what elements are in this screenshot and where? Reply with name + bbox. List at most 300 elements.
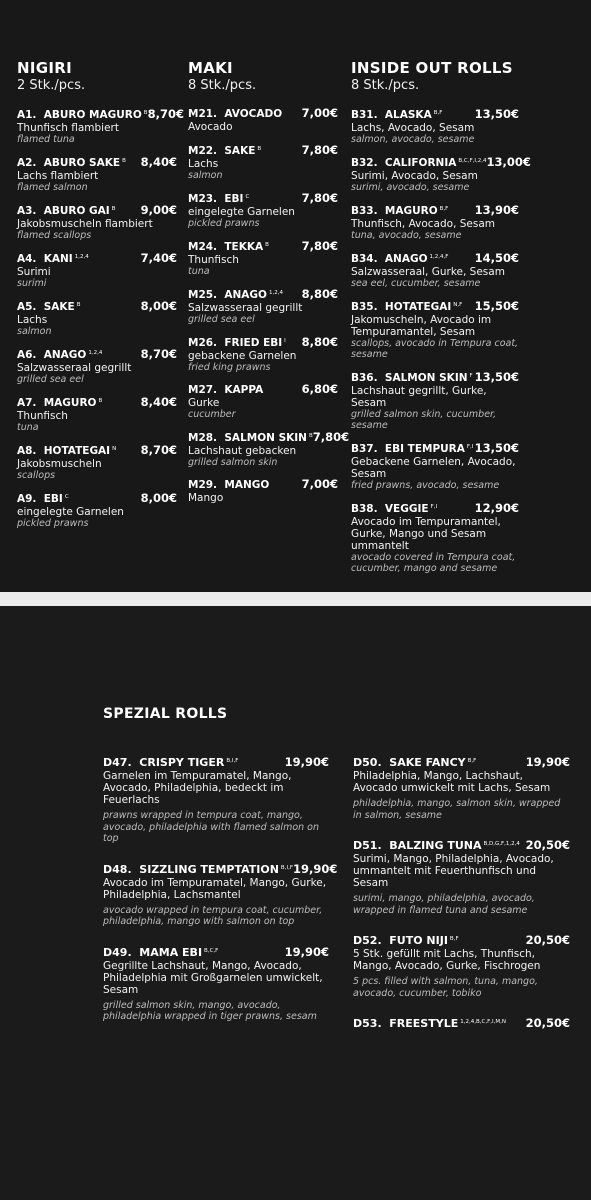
menu-item-code: D52. xyxy=(353,934,382,947)
menu-item xyxy=(188,142,338,181)
menu-item-description: 5 Stk. gefüllt mit Lachs, Thunfisch, Mango, Avocado, Gurke, Fischrogen xyxy=(353,948,541,972)
menu-item xyxy=(17,346,177,385)
inside-out-section xyxy=(351,58,531,583)
menu-item-code: M27. xyxy=(188,384,218,396)
menu-item-name xyxy=(351,440,473,456)
menu-item-header xyxy=(188,106,338,121)
menu-item xyxy=(17,298,177,337)
allergen-codes: B,F xyxy=(467,758,477,764)
menu-item-code: D50. xyxy=(353,756,382,769)
menu-item-name xyxy=(351,298,462,314)
menu-item-translation: salmon xyxy=(188,170,223,181)
menu-item-header xyxy=(188,382,338,397)
menu-item-code: M28. xyxy=(188,432,218,444)
menu-item-price: 20,50€ xyxy=(525,838,570,852)
allergen-codes: 1,2,4,B,C,F,I,M,N xyxy=(460,1019,506,1025)
menu-item-name xyxy=(103,754,238,770)
menu-item-description: Jakobsmuscheln xyxy=(17,458,102,470)
menu-item-code: B37. xyxy=(351,443,378,455)
menu-item-translation: grilled salmon skin xyxy=(188,457,278,468)
nigiri-title: NIGIRI xyxy=(17,59,72,77)
menu-item-translation: pickled prawns xyxy=(17,518,89,529)
menu-item-description: Gebackene Garnelen, Avocado, Sesam xyxy=(351,456,516,480)
allergen-codes: N,F xyxy=(453,302,463,308)
menu-item-translation: philadelphia, mango, salmon skin, wrapped in salmon, sesame xyxy=(353,798,561,821)
menu-item-title: CALIFORNIA xyxy=(384,157,457,169)
menu-item-header xyxy=(17,154,177,170)
menu-item-code: A6. xyxy=(17,349,37,361)
menu-item xyxy=(17,394,177,433)
menu-item-title: KAPPA xyxy=(224,384,264,396)
menu-item-title: MAGURO xyxy=(43,397,97,409)
menu-item-description: Thunfisch xyxy=(188,254,239,266)
menu-item xyxy=(103,944,329,1023)
menu-item-title: ABURO SAKE xyxy=(43,157,121,169)
menu-item-header xyxy=(188,334,338,350)
spezial-right-list xyxy=(353,754,570,1031)
menu-item-title: FREESTYLE xyxy=(389,1017,459,1030)
menu-item-description: Mango xyxy=(188,492,224,504)
menu-item-price: 20,50€ xyxy=(525,1016,570,1030)
allergen-codes: B,F xyxy=(449,936,459,942)
menu-item-code: B33. xyxy=(351,205,378,217)
menu-item-header xyxy=(353,754,570,770)
menu-item-price: 8,40€ xyxy=(140,155,177,169)
menu-item-translation: tuna xyxy=(188,266,210,277)
menu-item-title: KANI xyxy=(43,253,73,265)
menu-item-name xyxy=(188,429,313,445)
menu-item-code: A8. xyxy=(17,445,37,457)
menu-item xyxy=(17,154,177,193)
allergen-codes: F xyxy=(469,373,473,379)
menu-item-description: Avocado im Tempuramatel, Mango, Gurke, Philadelphia, Lachsmantel xyxy=(103,876,327,901)
menu-item-description: Surimi xyxy=(17,266,51,278)
allergen-codes: B,F xyxy=(439,206,449,212)
allergen-codes: B xyxy=(265,242,269,248)
menu-item-price: 7,80€ xyxy=(301,239,338,253)
menu-item-header xyxy=(188,190,338,206)
menu-item-header xyxy=(103,754,329,770)
menu-item-title: MANGO xyxy=(224,479,270,491)
menu-item-price: 19,90€ xyxy=(284,944,329,959)
allergen-codes: B xyxy=(122,158,126,164)
menu-item-title: EBI xyxy=(224,193,244,205)
menu-item-code: M29. xyxy=(188,479,218,491)
menu-item-title: HOTATEGAI xyxy=(43,445,111,457)
menu-item-name xyxy=(17,442,116,458)
menu-item-title: BALZING TUNA xyxy=(389,839,482,852)
menu-item-price: 8,00€ xyxy=(140,491,177,505)
menu-item-name xyxy=(351,369,473,385)
menu-item-code: A3. xyxy=(17,205,37,217)
menu-item-name xyxy=(17,250,89,266)
menu-item-title: EBI TEMPURA xyxy=(384,443,465,455)
menu-item-header xyxy=(351,500,519,516)
menu-item-code: A1. xyxy=(17,109,37,121)
menu-item-header xyxy=(353,1015,570,1031)
menu-item-description: Avocado xyxy=(188,121,233,133)
menu-item-name xyxy=(188,190,249,206)
menu-item-title: MAMA EBI xyxy=(139,945,203,959)
menu-item-header xyxy=(351,369,519,385)
menu-item-price: 7,00€ xyxy=(301,477,338,491)
menu-item-header xyxy=(103,944,329,960)
menu-item-price: 13,50€ xyxy=(474,441,519,455)
nigiri-list xyxy=(17,106,184,529)
menu-item-translation: scallops xyxy=(17,470,56,481)
menu-item-description: Garnelen im Tempuramatel, Mango, Avocado, Philadelphia, bedeckt im Feuerlachs xyxy=(103,770,292,806)
menu-item-header xyxy=(188,142,338,158)
menu-item-translation: scallops, avocado in Tempura coat, sesame xyxy=(351,338,519,360)
menu-item-translation: flamed salmon xyxy=(17,182,88,193)
menu-item xyxy=(17,442,177,481)
menu-item-price: 13,50€ xyxy=(474,107,519,121)
menu-item-title: ABURO GAI xyxy=(43,205,110,217)
menu-item-title: VEGGIE xyxy=(384,503,429,515)
menu-item-description: Jakobsmuscheln flambiert xyxy=(17,218,153,230)
menu-item-name xyxy=(351,500,437,516)
menu-item-translation: flamed scallops xyxy=(17,230,92,241)
menu-item-description: Lachshaut gebacken xyxy=(188,445,297,457)
menu-item xyxy=(103,861,338,928)
menu-item xyxy=(351,250,519,289)
menu-item-name xyxy=(188,383,263,397)
allergen-codes: N xyxy=(112,446,117,452)
inside-out-list xyxy=(351,106,531,574)
spezial-left-list xyxy=(103,754,338,1023)
maki-title: MAKI xyxy=(188,59,233,77)
menu-item-title: SAKE FANCY xyxy=(389,756,466,769)
allergen-codes: F,I xyxy=(466,444,474,450)
menu-item-name xyxy=(188,107,282,121)
menu-item xyxy=(351,440,519,491)
menu-item-code: B34. xyxy=(351,253,378,265)
menu-item-description: Lachs xyxy=(17,314,48,326)
menu-item-name xyxy=(17,490,69,506)
menu-item-description: Salzwasseraal, Gurke, Sesam xyxy=(351,266,505,278)
menu-item-title: FRIED EBI xyxy=(224,337,283,349)
menu-item xyxy=(188,334,338,373)
menu-item-translation: salmon, avocado, sesame xyxy=(351,134,475,145)
menu-item xyxy=(351,298,519,360)
menu-item-title: ABURO MAGURO xyxy=(43,109,142,121)
menu-item-price: 8,80€ xyxy=(301,287,338,301)
menu-item-description: Salzwasseraal gegrillt xyxy=(17,362,132,374)
menu-item-name xyxy=(188,238,269,254)
menu-item-description: Lachs xyxy=(188,158,219,170)
menu-item-title: SAKE xyxy=(43,301,75,313)
menu-item-price: 14,50€ xyxy=(474,251,519,265)
maki-list xyxy=(188,106,350,504)
menu-item xyxy=(188,106,338,133)
menu-item-description: Thunfisch xyxy=(17,410,68,422)
menu-item-code: M22. xyxy=(188,145,218,157)
menu-item-code: D49. xyxy=(103,945,132,959)
menu-item-title: AVOCADO xyxy=(224,108,283,120)
menu-item-header xyxy=(17,442,177,458)
allergen-codes: B,C,F xyxy=(204,947,219,954)
menu-item-title: SAKE xyxy=(224,145,256,157)
menu-item-name xyxy=(188,142,261,158)
menu-item-title: CRISPY TIGER xyxy=(139,756,225,769)
menu-item-title: FUTO NIJI xyxy=(389,934,448,947)
menu-item-name xyxy=(353,754,476,770)
menu-item-price: 13,00€ xyxy=(486,155,531,169)
allergen-codes: B,I,F xyxy=(226,758,239,764)
menu-item-translation: 5 pcs. filled with salmon, tuna, mango, avocado, cucumber, tobiko xyxy=(353,976,538,999)
menu-item-price: 8,70€ xyxy=(140,443,177,457)
menu-item-header xyxy=(188,286,338,302)
maki-section xyxy=(188,58,350,513)
menu-item-code: A5. xyxy=(17,301,37,313)
menu-item xyxy=(188,190,338,229)
allergen-codes: C xyxy=(245,194,250,200)
menu-item-description: eingelegte Garnelen xyxy=(188,206,295,218)
nigiri-section xyxy=(17,58,184,538)
menu-item-title: ALASKA xyxy=(384,109,432,121)
menu-item-code: A2. xyxy=(17,157,37,169)
allergen-codes: 1,2,4 xyxy=(88,350,103,356)
maki-subtitle: 8 Stk./pcs. xyxy=(188,78,257,93)
menu-item-price: 13,90€ xyxy=(474,203,519,217)
menu-item-name xyxy=(353,932,459,948)
menu-item xyxy=(188,382,338,420)
allergen-codes: 1,2,4 xyxy=(74,254,89,260)
menu-item-code: D53. xyxy=(353,1017,382,1030)
menu-item-title: ANAGO xyxy=(43,349,87,361)
menu-item xyxy=(188,477,338,504)
menu-item xyxy=(188,238,338,277)
menu-item-translation: surimi, mango, philadelphia, avocado, wrapped in flamed tuna and sesame xyxy=(353,893,535,916)
menu-item-name xyxy=(351,106,442,122)
menu-item xyxy=(351,369,519,431)
menu-item-translation: fried prawns, avocado, sesame xyxy=(351,480,500,491)
menu-item-description: gebackene Garnelen xyxy=(188,350,297,362)
menu-item-code: M25. xyxy=(188,289,218,301)
menu-item-price: 8,80€ xyxy=(301,335,338,349)
allergen-codes: B xyxy=(143,110,148,116)
menu-item-translation: surimi, avocado, sesame xyxy=(351,182,470,193)
menu-item-translation: tuna xyxy=(17,422,39,433)
allergen-codes: I xyxy=(284,338,286,344)
menu-item xyxy=(353,1015,570,1031)
menu-item-header xyxy=(17,202,177,218)
menu-item-header xyxy=(17,394,177,410)
menu-item-code: D48. xyxy=(103,862,132,876)
menu-item xyxy=(351,202,519,241)
menu-item-code: D51. xyxy=(353,839,382,852)
menu-item-name xyxy=(351,154,487,170)
menu-item xyxy=(17,250,177,289)
menu-item-title: SALMON SKIN xyxy=(224,432,307,444)
menu-item-code: M26. xyxy=(188,337,218,349)
menu-item-header xyxy=(17,106,184,122)
menu-item-description: Lachshaut gegrillt, Gurke, Sesam xyxy=(351,385,487,409)
menu-item-name xyxy=(353,837,520,853)
menu-item-description: Lachs flambiert xyxy=(17,170,99,182)
menu-item-translation: flamed tuna xyxy=(17,134,75,145)
menu-item-translation: fried king prawns xyxy=(188,362,271,373)
allergen-codes: B,I,F xyxy=(280,864,293,871)
menu-item-title: SALMON SKIN xyxy=(384,372,468,384)
menu-item-code: B31. xyxy=(351,109,378,121)
menu-item-title: EBI xyxy=(43,493,63,505)
menu-item-code: A4. xyxy=(17,253,37,265)
menu-item-name xyxy=(17,346,102,362)
menu-item-price: 20,50€ xyxy=(525,933,570,947)
menu-item-description: Philadelphia, Mango, Lachshaut, Avocado umwickelt mit Lachs, Sesam xyxy=(353,770,551,794)
menu-item-price: 19,90€ xyxy=(525,755,570,769)
menu-item-translation: sea eel, cucumber, sesame xyxy=(351,278,481,289)
menu-item-code: B32. xyxy=(351,157,378,169)
menu-item-code: B38. xyxy=(351,503,378,515)
menu-item xyxy=(353,837,570,916)
menu-item-code: M21. xyxy=(188,108,218,120)
allergen-codes: B xyxy=(111,206,116,212)
menu-item-code: B35. xyxy=(351,301,378,313)
menu-item-name xyxy=(17,202,116,218)
menu-item-title: SIZZLING TEMPTATION xyxy=(139,862,279,876)
allergen-codes: 1,2,4 xyxy=(268,290,283,296)
menu-item-title: TEKKA xyxy=(224,241,264,253)
allergen-codes: 1,2,4,F xyxy=(429,254,449,260)
menu-item-translation: avocado wrapped in tempura coat, cucumber, philadelphia, mango with salmon on top xyxy=(103,904,323,927)
menu-item-translation: prawns wrapped in tempura coat, mango, avocado, philadelphia with flamed salmon on top xyxy=(103,810,320,844)
menu-item-price: 7,80€ xyxy=(301,191,338,205)
menu-item-header xyxy=(353,932,570,948)
menu-item-name xyxy=(353,1015,506,1031)
menu-item-code: M24. xyxy=(188,241,218,253)
spezial-right-column xyxy=(353,754,570,1047)
menu-item xyxy=(353,754,570,821)
menu-item-header xyxy=(351,106,519,122)
menu-item-name xyxy=(17,154,126,170)
allergen-codes: F,I xyxy=(430,504,438,510)
menu-item xyxy=(188,429,350,468)
menu-item-translation: grilled salmon skin, cucumber, sesame xyxy=(351,409,497,431)
menu-item-header xyxy=(188,238,338,254)
menu-item-description: Surimi, Avocado, Sesam xyxy=(351,170,478,182)
menu-item-description: Lachs, Avocado, Sesam xyxy=(351,122,475,134)
menu-item-name xyxy=(103,861,293,877)
menu-item-price: 7,00€ xyxy=(301,106,338,120)
menu-item-price: 6,80€ xyxy=(301,382,338,396)
menu-item-code: B36. xyxy=(351,372,378,384)
menu-item-price: 15,50€ xyxy=(474,299,519,313)
menu-item-title: MAGURO xyxy=(384,205,438,217)
menu-item-translation: pickled prawns xyxy=(188,218,260,229)
menu-item-code: A9. xyxy=(17,493,37,505)
allergen-codes: B,D,G,F,1,2,4 xyxy=(483,841,520,847)
menu-item-price: 8,40€ xyxy=(140,395,177,409)
allergen-codes: B xyxy=(308,433,313,439)
panel-divider xyxy=(0,592,591,606)
menu-item-description: Surimi, Mango, Philadelphia, Avocado, ummantelt mit Feuerthunfisch und Sesam xyxy=(353,853,554,889)
menu-item-header xyxy=(17,250,177,266)
menu-item-description: eingelegte Garnelen xyxy=(17,506,124,518)
menu-item xyxy=(103,754,329,845)
menu-item-price: 7,80€ xyxy=(301,143,338,157)
menu-item-header xyxy=(351,202,519,218)
menu-item-name xyxy=(17,394,102,410)
inside-out-title: INSIDE OUT ROLLS xyxy=(351,59,513,77)
menu-item-header xyxy=(188,429,350,445)
menu-item xyxy=(188,286,338,325)
allergen-codes: B,F xyxy=(433,110,443,116)
menu-item-description: Gegrillte Lachshaut, Mango, Avocado, Philadelphia mit Großgarnelen umwickelt, Sesam xyxy=(103,959,323,996)
menu-item-translation: surimi xyxy=(17,278,47,289)
menu-item-header xyxy=(353,837,570,853)
menu-item-name xyxy=(17,106,148,122)
menu-item-name xyxy=(103,944,218,960)
menu-item-price: 8,70€ xyxy=(147,107,184,121)
menu-item xyxy=(17,106,184,145)
menu-item-name xyxy=(188,478,269,492)
menu-item-code: D47. xyxy=(103,756,132,769)
menu-item-header xyxy=(17,346,177,362)
menu-item-translation: tuna, avocado, sesame xyxy=(351,230,462,241)
menu-item-translation: cucumber xyxy=(188,409,236,420)
menu-item-header xyxy=(351,298,519,314)
allergen-codes: B xyxy=(76,302,81,308)
menu-item xyxy=(351,154,531,193)
spezial-title: SPEZIAL ROLLS xyxy=(103,706,228,722)
menu-item-title: ANAGO xyxy=(224,289,267,301)
menu-item-title: ANAGO xyxy=(384,253,428,265)
allergen-codes: B xyxy=(98,398,103,404)
allergen-codes: B,C,F,I,2,4 xyxy=(458,158,487,164)
menu-item-name xyxy=(351,202,448,218)
menu-item-translation: salmon xyxy=(17,326,52,337)
menu-item-code: M23. xyxy=(188,193,218,205)
menu-item-title: HOTATEGAI xyxy=(384,301,452,313)
menu-item-header xyxy=(188,477,338,492)
menu-item-description: Salzwasseraal gegrillt xyxy=(188,302,303,314)
menu-item-translation: avocado covered in Tempura coat, cucumber, mango and sesame xyxy=(351,552,516,574)
menu-item-price: 9,00€ xyxy=(140,203,177,217)
menu-item-price: 19,90€ xyxy=(284,755,329,769)
menu-item-translation: grilled sea eel xyxy=(188,314,255,325)
spezial-left-column xyxy=(103,754,338,1039)
menu-item xyxy=(351,500,519,574)
menu-item-description: Gurke xyxy=(188,397,220,409)
menu-item-description: Jakomuscheln, Avocado im Tempuramantel, Sesam xyxy=(351,314,492,338)
menu-item-header xyxy=(351,440,519,456)
menu-item-price: 7,80€ xyxy=(312,430,350,444)
allergen-codes: B xyxy=(257,146,262,152)
menu-item xyxy=(17,202,177,241)
menu-item-header xyxy=(351,250,519,266)
menu-item-description: Thunfisch flambiert xyxy=(17,122,119,134)
menu-item-header xyxy=(103,861,338,877)
menu-item-name xyxy=(188,286,283,302)
menu-item-price: 8,70€ xyxy=(140,347,177,361)
menu-item-header xyxy=(17,298,177,314)
menu-item xyxy=(351,106,519,145)
menu-item-price: 19,90€ xyxy=(292,861,338,876)
menu-item-price: 13,50€ xyxy=(474,370,519,384)
menu-item-header xyxy=(17,490,177,506)
menu-item-name xyxy=(188,334,286,350)
menu-item-price: 12,90€ xyxy=(474,501,519,515)
menu-item-header xyxy=(351,154,531,170)
menu-item xyxy=(17,490,177,529)
allergen-codes: C xyxy=(64,494,69,500)
menu-item-code: A7. xyxy=(17,397,37,409)
menu-item-description: Avocado im Tempuramantel, Gurke, Mango und Sesam ummantelt xyxy=(351,516,501,552)
nigiri-subtitle: 2 Stk./pcs. xyxy=(17,78,86,93)
menu-item-description: Thunfisch, Avocado, Sesam xyxy=(351,218,496,230)
